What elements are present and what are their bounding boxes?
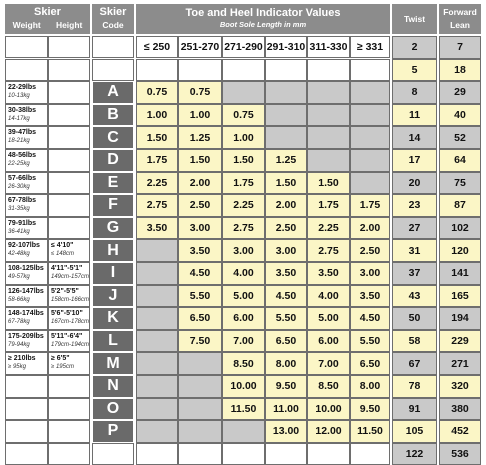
indicator-value: 2.00 [178,172,222,195]
weight-cell [5,443,48,465]
height-cell [48,262,90,285]
indicator-value: 8.50 [222,352,265,375]
height-metric: 167cm-178cm [51,319,90,326]
header-forward-lean [439,4,481,34]
forward-lean-value: 40 [439,104,481,127]
skier-code: A [92,81,134,104]
indicator-value [265,126,307,149]
indicator-value: 6.00 [307,330,350,353]
indicator-value: 5.50 [350,330,390,353]
weight-kg: 36-41kg [8,228,30,235]
twist-value: 14 [392,126,437,149]
indicator-value: 3.50 [265,262,307,285]
forward-lean-value: 75 [439,172,481,195]
weight-lbs: 39-47lbs [8,129,37,137]
indicator-value [350,149,390,172]
indicator-value [136,285,178,308]
height-imperial: 4'11"-5'1" [51,265,83,272]
indicator-value: 6.00 [222,307,265,330]
twist-value: 58 [392,330,437,353]
indicator-value [307,104,350,127]
twist-value: 78 [392,375,437,398]
weight-lbs: 175-209lbs [8,332,44,340]
indicator-value: 2.50 [265,217,307,240]
indicator-value [136,443,178,465]
header-skier-code [92,4,134,34]
weight-lbs: 79-91lbs [8,219,37,227]
indicator-value [265,59,307,82]
indicator-value: 10.00 [307,398,350,421]
indicator-value [136,352,178,375]
header-skier [5,4,90,34]
indicator-value: 1.50 [178,149,222,172]
header-skier-code-2: Code [102,20,124,30]
header-skier-label: Skier [34,6,61,18]
indicator-value: 2.50 [178,194,222,217]
indicator-value: 1.50 [265,172,307,195]
indicator-value: 1.75 [307,194,350,217]
height-imperial: 5'2"-5'5" [51,287,79,295]
indicator-value: 11.00 [265,398,307,421]
indicator-value [222,81,265,104]
height-cell [48,398,90,421]
indicator-value: 6.50 [265,330,307,353]
indicator-value: 1.75 [136,149,178,172]
twist-value: 31 [392,239,437,262]
indicator-value: 3.50 [136,217,178,240]
indicator-value: 7.00 [222,330,265,353]
blank-height-header [48,36,90,58]
height-metric: 149cm-157cm [51,274,90,280]
indicator-value: 9.50 [265,375,307,398]
indicator-value [178,398,222,421]
forward-lean-value: 52 [439,126,481,149]
indicator-value: 2.25 [136,172,178,195]
height-cell [48,194,90,217]
twist-value: 8 [392,81,437,104]
header-twist-label: Twist [403,14,426,24]
indicator-value: 2.25 [222,194,265,217]
skier-code: B [92,104,134,127]
indicator-value [136,330,178,353]
boot-length-col-6: ≥ 331 [350,36,390,58]
indicator-value [178,59,222,82]
height-cell [48,217,90,240]
indicator-value: 6.50 [350,352,390,375]
forward-lean-value: 29 [439,81,481,104]
weight-cell [5,285,48,308]
indicator-value [350,81,390,104]
indicator-value [350,59,390,82]
weight-cell [5,239,48,262]
indicator-value [307,59,350,82]
indicator-value [307,126,350,149]
indicator-value [178,352,222,375]
weight-lbs: 148-174lbs [8,310,44,318]
indicator-value: 3.50 [350,285,390,308]
forward-lean-value: 536 [439,443,481,465]
weight-lbs: 57-66lbs [8,174,37,182]
height-metric: 179cm-194cm [51,341,90,348]
height-cell [48,443,90,465]
forward-lean-value: 18 [439,59,481,82]
indicator-value [350,172,390,195]
forward-lean-value: 102 [439,217,481,240]
height-metric: ≥ 195cm [51,364,74,371]
indicator-value: 2.75 [222,217,265,240]
indicator-value: 5.00 [222,285,265,308]
height-cell [48,59,90,82]
forward-lean-value: 64 [439,149,481,172]
indicator-value [136,239,178,262]
weight-kg: 49-57kg [8,274,30,280]
twist-value: 37 [392,262,437,285]
weight-kg: 22-25kg [8,161,30,167]
boot-length-col-4: 291-310 [265,36,307,58]
indicator-value: 7.00 [307,352,350,375]
indicator-value [265,81,307,104]
skier-code: E [92,172,134,195]
height-cell [48,330,90,353]
weight-lbs: 48-56lbs [8,152,37,159]
skier-code: M [92,352,134,375]
indicator-value: 3.50 [178,239,222,262]
twist-value: 43 [392,285,437,308]
weight-cell [5,398,48,421]
indicator-value: 1.00 [178,104,222,127]
skier-code: P [92,420,134,443]
weight-kg: 42-48kg [8,251,30,258]
indicator-value [136,59,178,82]
indicator-value: 4.50 [350,307,390,330]
height-imperial: ≥ 6'5" [51,355,70,363]
weight-kg: 10-13kg [8,93,30,100]
height-imperial: ≤ 4'10" [51,242,74,250]
weight-lbs: 108-125lbs [8,265,44,272]
height-metric: 158cm-166cm [51,296,90,303]
weight-lbs: 30-38lbs [8,106,37,114]
height-cell [48,352,90,375]
indicator-value: 3.00 [265,239,307,262]
twist-value: 91 [392,398,437,421]
skier-code-empty [92,443,134,465]
weight-cell [5,262,48,285]
boot-length-col-2: 251-270 [178,36,222,58]
forward-lean-value: 452 [439,420,481,443]
weight-cell [5,194,48,217]
indicator-value: 0.75 [136,81,178,104]
weight-lbs: ≥ 210lbs [8,355,36,363]
indicator-value [307,149,350,172]
weight-kg: 67-78kg [8,319,30,326]
header-weight: Weight [12,20,41,30]
indicator-value: 6.50 [178,307,222,330]
indicator-value: 11.50 [222,398,265,421]
skier-code: G [92,217,134,240]
indicator-value: 4.00 [307,285,350,308]
weight-lbs: 92-107lbs [8,242,40,250]
weight-kg: 31-35kg [8,206,30,213]
indicator-value [178,443,222,465]
boot-length-col-3: 271-290 [222,36,265,58]
twist-value: 27 [392,217,437,240]
indicator-value: 1.75 [350,194,390,217]
height-cell [48,172,90,195]
indicator-value: 0.75 [178,81,222,104]
twist-value: 20 [392,172,437,195]
indicator-value: 1.50 [222,149,265,172]
indicator-value [265,104,307,127]
indicator-value: 3.00 [350,262,390,285]
weight-cell [5,172,48,195]
forward-lean-value: 165 [439,285,481,308]
weight-kg: 26-30kg [8,183,30,190]
indicator-value [307,81,350,104]
indicator-value [136,262,178,285]
weight-kg: 58-66kg [8,296,30,303]
indicator-value: 0.75 [222,104,265,127]
header-values-title: Toe and Heel Indicator Values [185,7,341,19]
indicator-value: 1.25 [265,149,307,172]
twist-value: 11 [392,104,437,127]
indicator-value: 11.50 [350,420,390,443]
indicator-value: 1.00 [136,104,178,127]
indicator-value: 3.00 [178,217,222,240]
indicator-value: 8.00 [350,375,390,398]
indicator-value [136,307,178,330]
height-imperial: 5'6"-5'10" [51,310,83,318]
weight-kg: ≥ 95kg [8,364,26,371]
skier-code: O [92,398,134,421]
indicator-value: 9.50 [350,398,390,421]
height-cell [48,375,90,398]
forward-lean-value: 87 [439,194,481,217]
indicator-value: 8.00 [265,352,307,375]
indicator-value: 5.50 [178,285,222,308]
header-height: Height [55,20,83,30]
weight-cell [5,420,48,443]
indicator-value: 4.50 [265,285,307,308]
skier-code: F [92,194,134,217]
blank-weight-header [5,36,48,58]
weight-cell [5,352,48,375]
indicator-value [350,443,390,465]
indicator-value [222,420,265,443]
twist-value: 50 [392,307,437,330]
height-cell [48,104,90,127]
weight-cell [5,126,48,149]
height-cell [48,307,90,330]
height-cell [48,239,90,262]
indicator-value: 4.00 [222,262,265,285]
weight-kg: 18-21kg [8,138,30,145]
forward-lean-value: 7 [439,36,481,59]
indicator-value: 2.50 [350,239,390,262]
weight-cell [5,217,48,240]
height-cell [48,285,90,308]
twist-value: 5 [392,59,437,82]
forward-lean-value: 380 [439,398,481,421]
skier-code: C [92,126,134,149]
indicator-value: 4.50 [178,262,222,285]
weight-cell [5,59,48,82]
indicator-value: 3.50 [307,262,350,285]
indicator-value: 1.75 [222,172,265,195]
indicator-value: 1.50 [136,126,178,149]
indicator-value [222,59,265,82]
indicator-value [265,443,307,465]
height-cell [48,126,90,149]
header-skier-code-1: Skier [99,6,127,18]
indicator-value: 13.00 [265,420,307,443]
height-imperial: 5'11"-6'4" [51,332,83,340]
header-forward-2: Lean [450,20,470,30]
height-cell [48,149,90,172]
weight-cell [5,104,48,127]
indicator-value: 1.50 [307,172,350,195]
weight-cell [5,149,48,172]
height-cell [48,81,90,104]
weight-cell [5,375,48,398]
twist-value: 17 [392,149,437,172]
weight-kg: 79-94kg [8,341,30,348]
indicator-value: 3.00 [222,239,265,262]
weight-lbs: 126-147lbs [8,287,44,295]
twist-value: 2 [392,36,437,59]
indicator-value: 1.00 [222,126,265,149]
skier-code: J [92,285,134,308]
indicator-value: 10.00 [222,375,265,398]
twist-value: 122 [392,443,437,465]
weight-kg: 14-17kg [8,115,30,122]
height-metric: ≤ 148cm [51,251,74,258]
indicator-value: 1.25 [178,126,222,149]
forward-lean-value: 229 [439,330,481,353]
indicator-value: 7.50 [178,330,222,353]
indicator-value: 2.25 [307,217,350,240]
indicator-value [178,420,222,443]
indicator-value: 2.00 [350,217,390,240]
indicator-value: 5.50 [265,307,307,330]
skier-code: D [92,149,134,172]
boot-length-col-5: 311-330 [307,36,350,58]
indicator-value: 2.00 [265,194,307,217]
indicator-value [136,420,178,443]
indicator-value [222,443,265,465]
forward-lean-value: 271 [439,352,481,375]
indicator-value [350,126,390,149]
indicator-value [350,104,390,127]
weight-cell [5,307,48,330]
indicator-value [178,375,222,398]
indicator-value: 8.50 [307,375,350,398]
header-forward-1: Forward [443,7,477,17]
skier-code-empty [92,59,134,82]
header-values-sub: Boot Sole Length in mm [219,20,307,29]
blank-code-header [92,36,134,58]
forward-lean-value: 120 [439,239,481,262]
indicator-value: 2.75 [307,239,350,262]
skier-code: H [92,239,134,262]
forward-lean-value: 141 [439,262,481,285]
indicator-value [307,443,350,465]
header-values [136,4,390,34]
twist-value: 23 [392,194,437,217]
twist-value: 67 [392,352,437,375]
indicator-value: 12.00 [307,420,350,443]
indicator-value: 5.00 [307,307,350,330]
skier-code: I [92,262,134,285]
indicator-value: 2.75 [136,194,178,217]
twist-value: 105 [392,420,437,443]
header-twist [392,4,437,34]
skier-code: L [92,330,134,353]
height-cell [48,420,90,443]
indicator-value [136,375,178,398]
weight-cell [5,81,48,104]
forward-lean-value: 194 [439,307,481,330]
forward-lean-value: 320 [439,375,481,398]
weight-cell [5,330,48,353]
skier-code: N [92,375,134,398]
weight-lbs: 67-78lbs [8,197,37,205]
boot-length-col-1: ≤ 250 [136,36,178,58]
weight-lbs: 22-29lbs [8,84,37,92]
skier-code: K [92,307,134,330]
indicator-value [136,398,178,421]
